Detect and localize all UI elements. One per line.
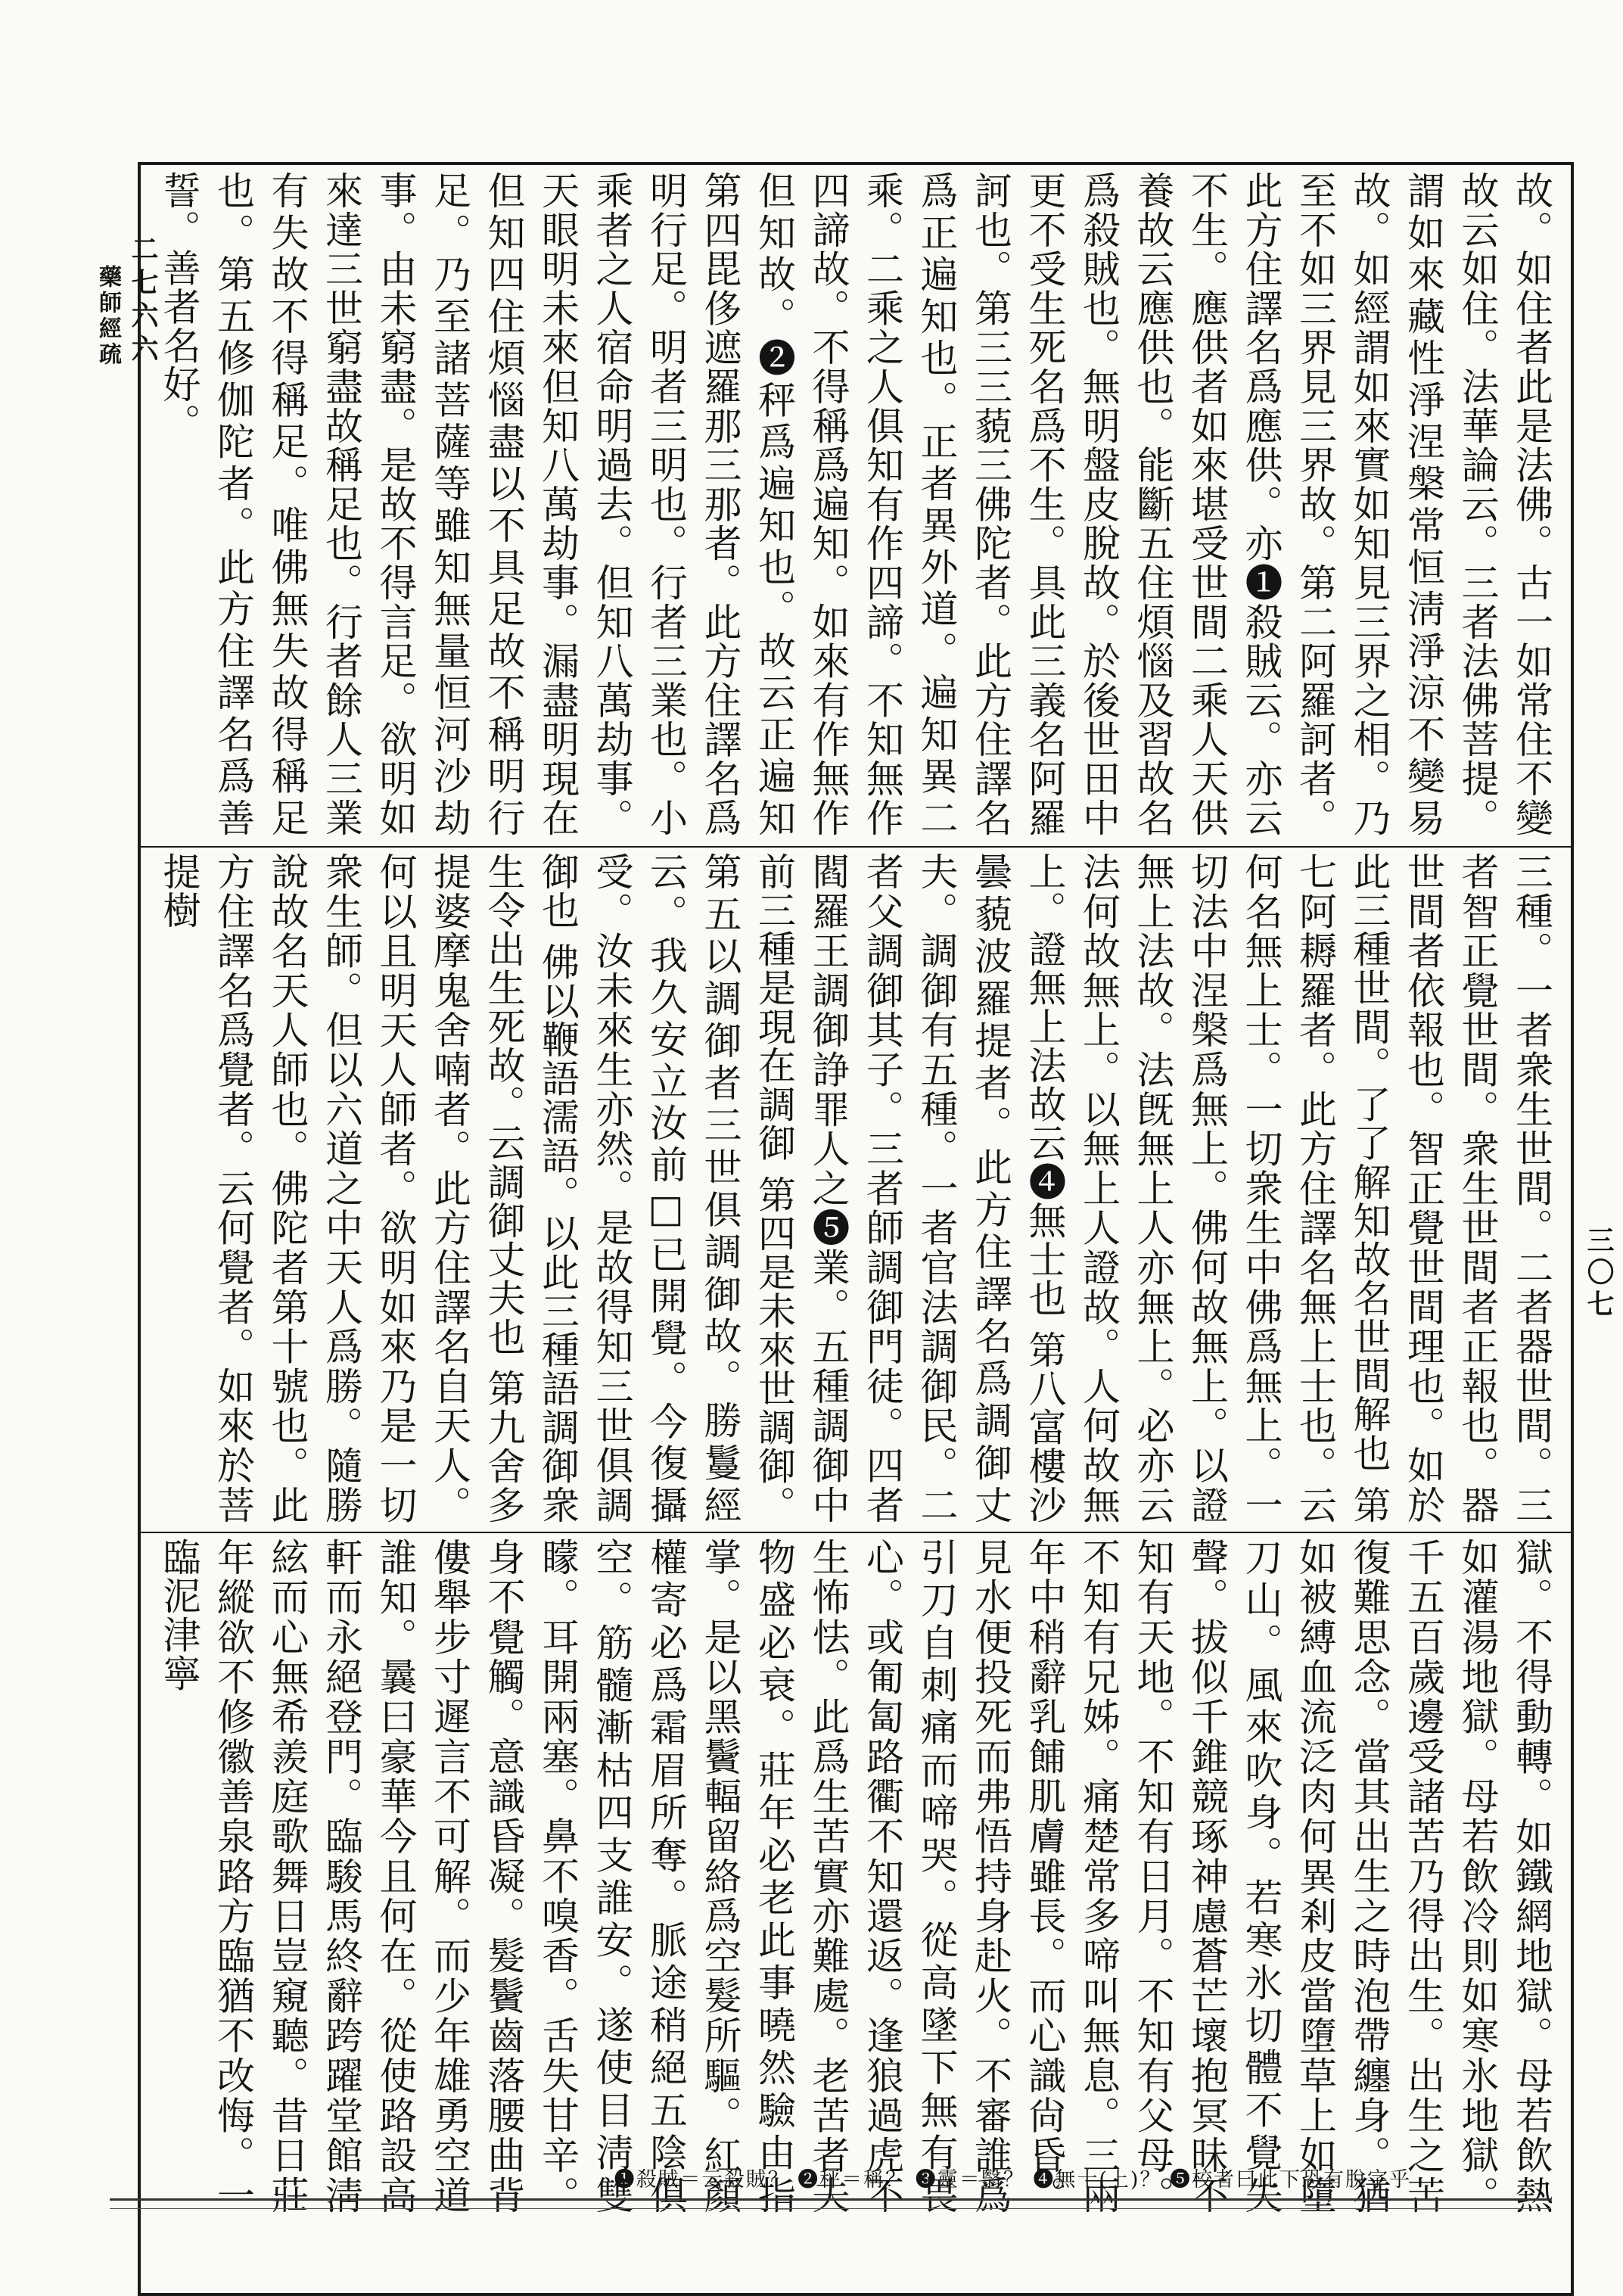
bottom-rules (110, 2198, 1551, 2209)
tier-text: 故。如住者此是法佛。古一如常住不變故云如住。法華論云。三者法佛菩提。謂如來藏性淨涅槃常恒淸淨涼不變易故。如經謂如來實如知見三界之相。乃至不如三界見三界故。第二阿羅訶者。此方住譯名爲應供。亦❶殺賊云。亦云不生。應供者如來堪受世間二乘人天供養故云應供也。能斷五住煩惱及習故名爲殺賊也。無明盤皮脫故。於後世田中更不受生死名爲不生。具此三義名阿羅訶也。第三三藐三佛陀者。此方住譯名爲正遍知也。正者異外道。遍知異二乘。二乘之人俱知有作四諦。不知無作四諦故。不得稱爲遍知。如來有作無作但知故。❷秤爲遍知也。故云正遍知 第四毘侈遮羅那三那者。此方住譯名爲明行足。明者三明也。行者三業也。小乘者之人宿命明過去。但知八萬劫事。天眼明未來但知八萬劫事。漏盡明現在但知四住煩惱盡以不具足故不稱明行足。乃至諸菩薩等雖知無量恒河沙劫事。由未窮盡。是故不得言足。欲明如來達三世窮盡故稱足也。行者餘人三業有失故不得稱足。唯佛無失故得稱足也。第五修伽陀者。此方住譯名爲善誓。善者名好。 (157, 171, 1553, 837)
text-tier-lower (151, 1538, 1560, 2214)
folio-number: 三〇七 (1583, 1226, 1615, 1321)
footnotes: ❶殺賊＝云殺賊？ ❷秤＝稱？ ❸靈＝翳？ ❹無十(上)？ ❺校者曰此下恐有脫字乎 (614, 2168, 1411, 2192)
bottom-rule-thin (110, 2208, 1551, 2209)
page-number: 二七六六 (127, 235, 159, 368)
tier-text: 獄。不得動轉。如鐵網地獄。母若飲熱如灌湯地獄。母若飲冷則如寒氷地獄。千五百歲邊受諸苦乃得出生。出生之苦復難思念。當其出生之時泡帶纏身。猶如被縛血流泛肉何異剎皮當墮草上如墮刀山。風來吹身。若寒氷切體不覺失聲。拔似千錐競琢神慮蒼芒壞抱冥昧不知有天地。不知有日月。不知有父母。不知有兄姊。痛楚常多啼叫無息。三兩年中稍辭乳餔肌膚雖長。而心識尙昏。見水便投死而弗悟持身赴火。不審誰爲引刀自刺痛而啼哭。從高墜下無有畏心。或匍匐路衢不知還返。逢狼過虎不生怖怯。此爲生苦實亦難處。老苦者夫物盛必衰。莊年必老此事曉然驗由指掌。是以黑鬢輻留絡爲空髮所驅。紅顏權寄必爲霜眉所奪。脈途稍絕五陰俱空。筋髓漸枯四支誰安。遂使目淸雙矇。耳開兩塞。鼻不嗅香。舌失甘辛。身不覺觸。意識昏凝。髮鬢齒落腰曲背僂舉步寸遲言不可解。而少年雄勇空道誰知。曩曰豪華今且何在。從使路設高軒而永絕登門。臨駿馬終辭跨躍堂館淸絃而心無希羨庭歌舞日豈窺聽。昔日莊年縱欲不修徽善泉路方臨猶不改悔。一臨泥津寧 (157, 1538, 1553, 2214)
bottom-rule-thick (110, 2198, 1551, 2201)
text-frame (138, 162, 1574, 2296)
tier-divider (141, 846, 1571, 848)
book-title: 藥師經疏 (95, 265, 121, 368)
text-tier-upper (151, 171, 1560, 837)
text-tier-middle (151, 852, 1560, 1524)
tier-divider (141, 1532, 1571, 1533)
tier-text: 三種。一者衆生世間。二者器世間。三者智正覺世間。衆生世間者正報也。器世間者依報也。智正覺世間理也。如於此三種世間。了了解知故名世間解也 第七阿耨羅者。此方住譯名無上士也。云何名無上士。一切衆生中佛爲無上。一切法中涅槃爲無上。佛何故無上。以證無上法故。法旣無上人亦無上。必亦云法何故無上。以無上人證故。人何故無上。證無上法故云❹無士也 第八富樓沙曇藐波羅提者。此方住譯名爲調御丈夫。調御有五種。一者官法調御民。二者父調御其子。三者師調御門徒。四者閻羅王調御諍罪人之❺業。五種調御中前三種是現在調御 第四是未來世調御。第五以調御者三世俱調御故。勝鬘經云。我久安立汝前□已開覺。今復攝受。汝未來生亦然。是故得知三世俱調御也 佛以鞭語濡語。以此三種語調御衆生令出生死故。云調御丈夫也 第九舍多提婆摩鬼舍喃者。此方住譯名自天人。何以且明天人師者。欲明如來乃是一切衆生師。但以六道之中天人爲勝。隨勝說故名天人師也。佛陀者第十號也。此方住譯名爲覺者。云何覺者。如來於菩提樹 (157, 852, 1553, 1524)
